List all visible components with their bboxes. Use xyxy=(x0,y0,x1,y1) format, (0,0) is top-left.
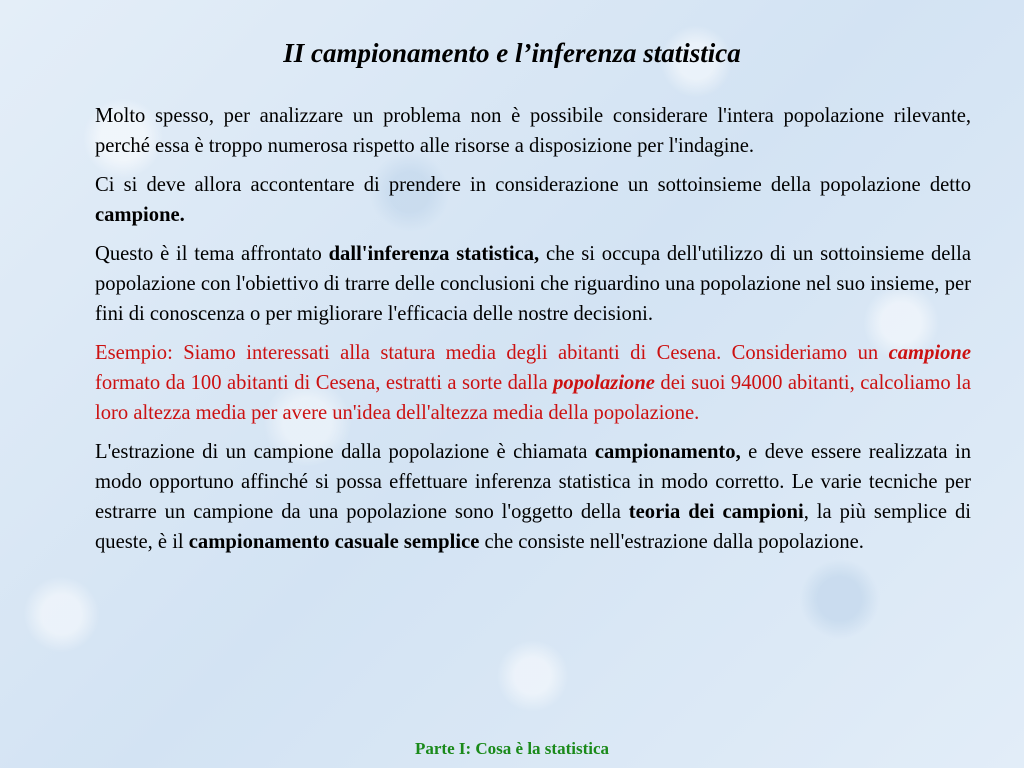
paragraph-text: L'estrazione di un campione dalla popolazione è chiamata xyxy=(95,441,595,463)
term-campionamento: campionamento, xyxy=(594,441,741,463)
paragraph-text: formato da 100 abitanti di Cesena, estratti a sorte dalla xyxy=(95,372,554,394)
term-popolazione-italic: popolazione xyxy=(553,372,655,394)
paragraph-text: Ci si deve allora accontentare di prendere in considerazione un sottoinsieme della popolazione detto xyxy=(95,174,971,196)
term-campione-italic: campione xyxy=(888,342,971,364)
paragraph-text: , la più semplice di queste, è il xyxy=(95,501,971,553)
paragraph-inferenza xyxy=(95,239,971,329)
slide-body xyxy=(95,101,971,566)
slide-title: II campionamento e l’inferenza statistica xyxy=(283,38,741,68)
paragraph-campione xyxy=(95,170,971,230)
paragraph-esempio xyxy=(95,338,971,428)
paragraph-text: che consiste nell'estrazione dalla popolazione. xyxy=(479,531,864,553)
paragraph-text: Questo è il tema affrontato xyxy=(95,243,329,265)
term-inferenza-statistica: dall'inferenza statistica, xyxy=(328,243,540,265)
paragraph-text: che si occupa dell'utilizzo di un sottoinsieme della popolazione con l'obiettivo di trarre delle conclusioni che riguardino una popolazione nel suo insieme, per fini di conoscenza o per migliorare l'efficacia delle nostre decisioni. xyxy=(95,243,972,325)
term-campione: campione. xyxy=(95,204,185,226)
term-teoria-dei-campioni: teoria dei campioni xyxy=(628,501,804,523)
paragraph-text: e deve essere realizzata in modo opportuno affinché si possa effettuare inferenza statistica in modo corretto. Le varie tecniche per estrarre un campione da una popolazione sono l'oggetto della xyxy=(95,441,971,523)
paragraph-text: dei suoi 94000 abitanti, calcoliamo la loro altezza media per avere un'idea dell'altezza media della popolazione. xyxy=(95,372,971,424)
paragraph-text: Esempio: Siamo interessati alla statura media degli abitanti di Cesena. Consideriamo un xyxy=(95,342,889,364)
paragraph-campionamento xyxy=(95,437,971,557)
term-campionamento-casuale-semplice: campionamento casuale semplice xyxy=(188,531,480,553)
paragraph-popolazione xyxy=(95,101,971,161)
slide-footer: Parte I: Cosa è la statistica xyxy=(414,739,610,758)
paragraph-text: Molto spesso, per analizzare un problema non è possibile considerare l'intera popolazione rilevante, perché essa è troppo numerosa rispetto alle risorse a disposizione per l'indagine. xyxy=(95,105,971,157)
